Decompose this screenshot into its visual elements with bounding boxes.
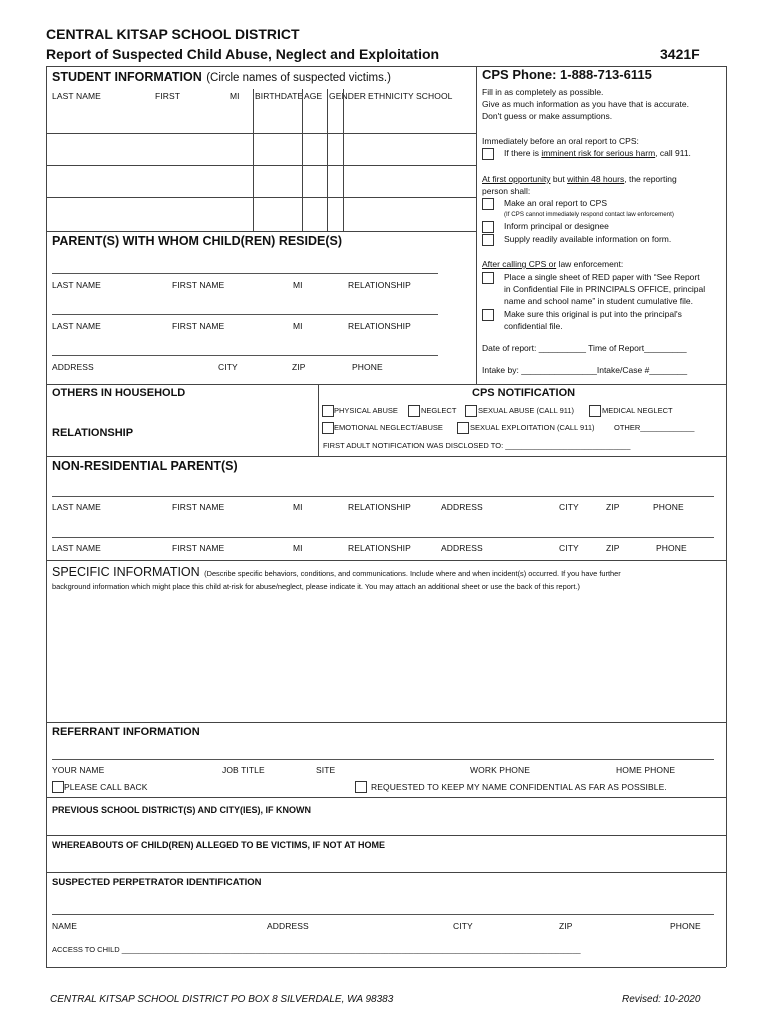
nonres1-mi: MI [293, 502, 303, 512]
first-opportunity-text: At first opportunity but within 48 hours, the reporting [482, 174, 677, 184]
nonres-heading: NON-RESIDENTIAL PARENT(S) [52, 459, 238, 473]
student-row-2[interactable] [47, 134, 252, 164]
perp-city-label: CITY [453, 921, 473, 931]
nonres1-zip: ZIP [606, 502, 620, 512]
sexual-abuse-checkbox[interactable] [465, 405, 477, 417]
student-row-1[interactable] [47, 102, 252, 132]
parent-address-line[interactable] [52, 355, 438, 356]
confidential-checkbox[interactable] [355, 781, 367, 793]
parent-city: CITY [218, 362, 238, 372]
col-ethnicity: ETHNICITY [368, 91, 414, 101]
inform-principal-text: Inform principal or designee [504, 221, 609, 231]
parent-zip: ZIP [292, 362, 306, 372]
perp-zip-label: ZIP [559, 921, 573, 931]
others-relationship-label: RELATIONSHIP [52, 427, 134, 439]
nonres1-city: CITY [559, 502, 579, 512]
nonres2-relationship: RELATIONSHIP [348, 543, 411, 553]
nonres2-phone: PHONE [656, 543, 687, 553]
nonres2-address: ADDRESS [441, 543, 483, 553]
district-name: CENTRAL KITSAP SCHOOL DISTRICT [46, 26, 300, 42]
nonres1-relationship: RELATIONSHIP [348, 502, 411, 512]
student-row-3[interactable] [47, 166, 252, 196]
parent1-last: LAST NAME [52, 280, 101, 290]
original-file-text: Make sure this original is put into the principal's confidential file. [504, 309, 682, 331]
after-calling-text: After calling CPS or law enforcement: [482, 259, 624, 269]
col-school: SCHOOL [416, 91, 453, 101]
specific-info-textarea[interactable] [48, 596, 724, 720]
medical-neglect-label: MEDICAL NEGLECT [602, 406, 673, 415]
form-number: 3421F [660, 46, 700, 62]
supply-info-text: Supply readily available information on form. [504, 234, 672, 244]
cps-immediate: Immediately before an oral report to CPS: [482, 136, 639, 146]
parent1-mi: MI [293, 280, 303, 290]
cps-phone: CPS Phone: 1-888-713-6115 [482, 67, 652, 82]
neglect-checkbox[interactable] [408, 405, 420, 417]
other-field[interactable]: OTHER_____________ [614, 423, 695, 432]
col-mi: MI [230, 91, 240, 101]
nonres2-last: LAST NAME [52, 543, 101, 553]
perpetrator-heading: SUSPECTED PERPETRATOR IDENTIFICATION [52, 877, 262, 888]
whereabouts-heading: WHEREABOUTS OF CHILD(REN) ALLEGED TO BE VICTIMS, IF NOT AT HOME [52, 840, 385, 850]
nonres2-line[interactable] [52, 537, 714, 538]
home-phone-label: HOME PHONE [616, 765, 676, 775]
sexual-exploitation-label: SEXUAL EXPLOITATION (CALL 911) [470, 423, 595, 432]
cps-notification-heading: CPS NOTIFICATION [472, 387, 576, 399]
imminent-risk-checkbox[interactable] [482, 148, 494, 160]
col-last-name: LAST NAME [52, 91, 101, 101]
previous-school-field[interactable] [48, 818, 724, 834]
cps-instructions: Fill in as completely as possible. Give as much information as you have that is accurate. Don't guess or make assumptions. [482, 87, 689, 121]
referrant-line[interactable] [52, 759, 714, 760]
parent1-line[interactable] [52, 273, 438, 274]
supply-info-checkbox[interactable] [482, 234, 494, 246]
footer-address: CENTRAL KITSAP SCHOOL DISTRICT PO BOX 8 SILVERDALE, WA 98383 [50, 994, 394, 1005]
col-gender: GENDER [329, 91, 366, 101]
oral-report-text: Make an oral report to CPS [504, 198, 607, 208]
col-birthdate: BIRTHDATE [255, 91, 304, 101]
nonres1-last: LAST NAME [52, 502, 101, 512]
specific-info-note: background information which might place this child at-risk for abuse/neglect, please indicate it. You may attach an additional sheet or use the back of this report.) [52, 582, 580, 591]
sexual-exploitation-checkbox[interactable] [457, 422, 469, 434]
inform-principal-checkbox[interactable] [482, 221, 494, 233]
parent2-line[interactable] [52, 314, 438, 315]
red-paper-text: Place a single sheet of RED paper with “See Report in Confidential File in PRINCIPALS OFFICE, principal name and school name” in student cumulative file. [504, 272, 706, 306]
call-back-checkbox[interactable] [52, 781, 64, 793]
nonres2-first: FIRST NAME [172, 543, 225, 553]
parent1-relationship: RELATIONSHIP [348, 280, 411, 290]
neglect-label: NEGLECT [421, 406, 457, 415]
your-name-label: YOUR NAME [52, 765, 105, 775]
red-paper-checkbox[interactable] [482, 272, 494, 284]
original-file-checkbox[interactable] [482, 309, 494, 321]
form-title: Report of Suspected Child Abuse, Neglect and Exploitation [46, 46, 440, 62]
oral-report-note: (If CPS cannot immediately respond contact law enforcement) [504, 211, 674, 218]
imminent-risk-text: If there is imminent risk for serious harm, call 911. [504, 148, 691, 158]
referrant-heading: REFERRANT INFORMATION [52, 726, 200, 738]
access-to-child[interactable]: ACCESS TO CHILD ______________________________________________________________________________________________________________ [52, 945, 581, 954]
nonres2-mi: MI [293, 543, 303, 553]
parent2-last: LAST NAME [52, 321, 101, 331]
person-shall: person shall: [482, 186, 531, 196]
col-age: AGE [304, 91, 323, 101]
medical-neglect-checkbox[interactable] [589, 405, 601, 417]
nonres1-phone: PHONE [653, 502, 684, 512]
oral-report-checkbox[interactable] [482, 198, 494, 210]
date-of-report[interactable]: Date of report: __________ Time of Report_________ [482, 343, 687, 353]
specific-info-heading: SPECIFIC INFORMATION (Describe specific behaviors, conditions, and communications. Include where and when incident(s) occurred. If you have further [52, 565, 621, 579]
parent-address: ADDRESS [52, 362, 94, 372]
job-title-label: JOB TITLE [222, 765, 265, 775]
physical-abuse-label: PHYSICAL ABUSE [334, 406, 398, 415]
nonres2-city: CITY [559, 543, 579, 553]
others-household-heading: OTHERS IN HOUSEHOLD [52, 387, 186, 399]
emotional-neglect-checkbox[interactable] [322, 422, 334, 434]
emotional-neglect-label: EMOTIONAL NEGLECT/ABUSE [334, 423, 443, 432]
parent-phone: PHONE [352, 362, 383, 372]
parent2-mi: MI [293, 321, 303, 331]
sexual-abuse-label: SEXUAL ABUSE (CALL 911) [478, 406, 575, 415]
physical-abuse-checkbox[interactable] [322, 405, 334, 417]
intake-by[interactable]: Intake by: ________________Intake/Case #________ [482, 365, 688, 375]
nonres1-address: ADDRESS [441, 502, 483, 512]
first-adult-notification[interactable]: FIRST ADULT NOTIFICATION WAS DISCLOSED TO: ______________________________ [323, 441, 631, 450]
parents-heading: PARENT(S) WITH WHOM CHILD(REN) RESIDE(S) [52, 234, 343, 248]
parent2-relationship: RELATIONSHIP [348, 321, 411, 331]
work-phone-label: WORK PHONE [470, 765, 531, 775]
nonres1-first: FIRST NAME [172, 502, 225, 512]
call-back-label: PLEASE CALL BACK [64, 782, 148, 792]
nonres1-line[interactable] [52, 496, 714, 497]
perp-name-label: NAME [52, 921, 77, 931]
site-label: SITE [316, 765, 336, 775]
col-first: FIRST [155, 91, 181, 101]
whereabouts-field[interactable] [48, 853, 724, 871]
confidential-label: REQUESTED TO KEEP MY NAME CONFIDENTIAL AS FAR AS POSSIBLE. [371, 782, 667, 792]
footer-revised: Revised: 10-2020 [622, 994, 701, 1005]
perp-address-label: ADDRESS [267, 921, 309, 931]
student-info-heading: STUDENT INFORMATION (Circle names of suspected victims.) [52, 70, 391, 84]
nonres2-zip: ZIP [606, 543, 620, 553]
parent1-first: FIRST NAME [172, 280, 225, 290]
perpetrator-line[interactable] [52, 914, 714, 915]
parent2-first: FIRST NAME [172, 321, 225, 331]
previous-school-heading: PREVIOUS SCHOOL DISTRICT(S) AND CITY(IES), IF KNOWN [52, 805, 312, 815]
perp-phone-label: PHONE [670, 921, 701, 931]
